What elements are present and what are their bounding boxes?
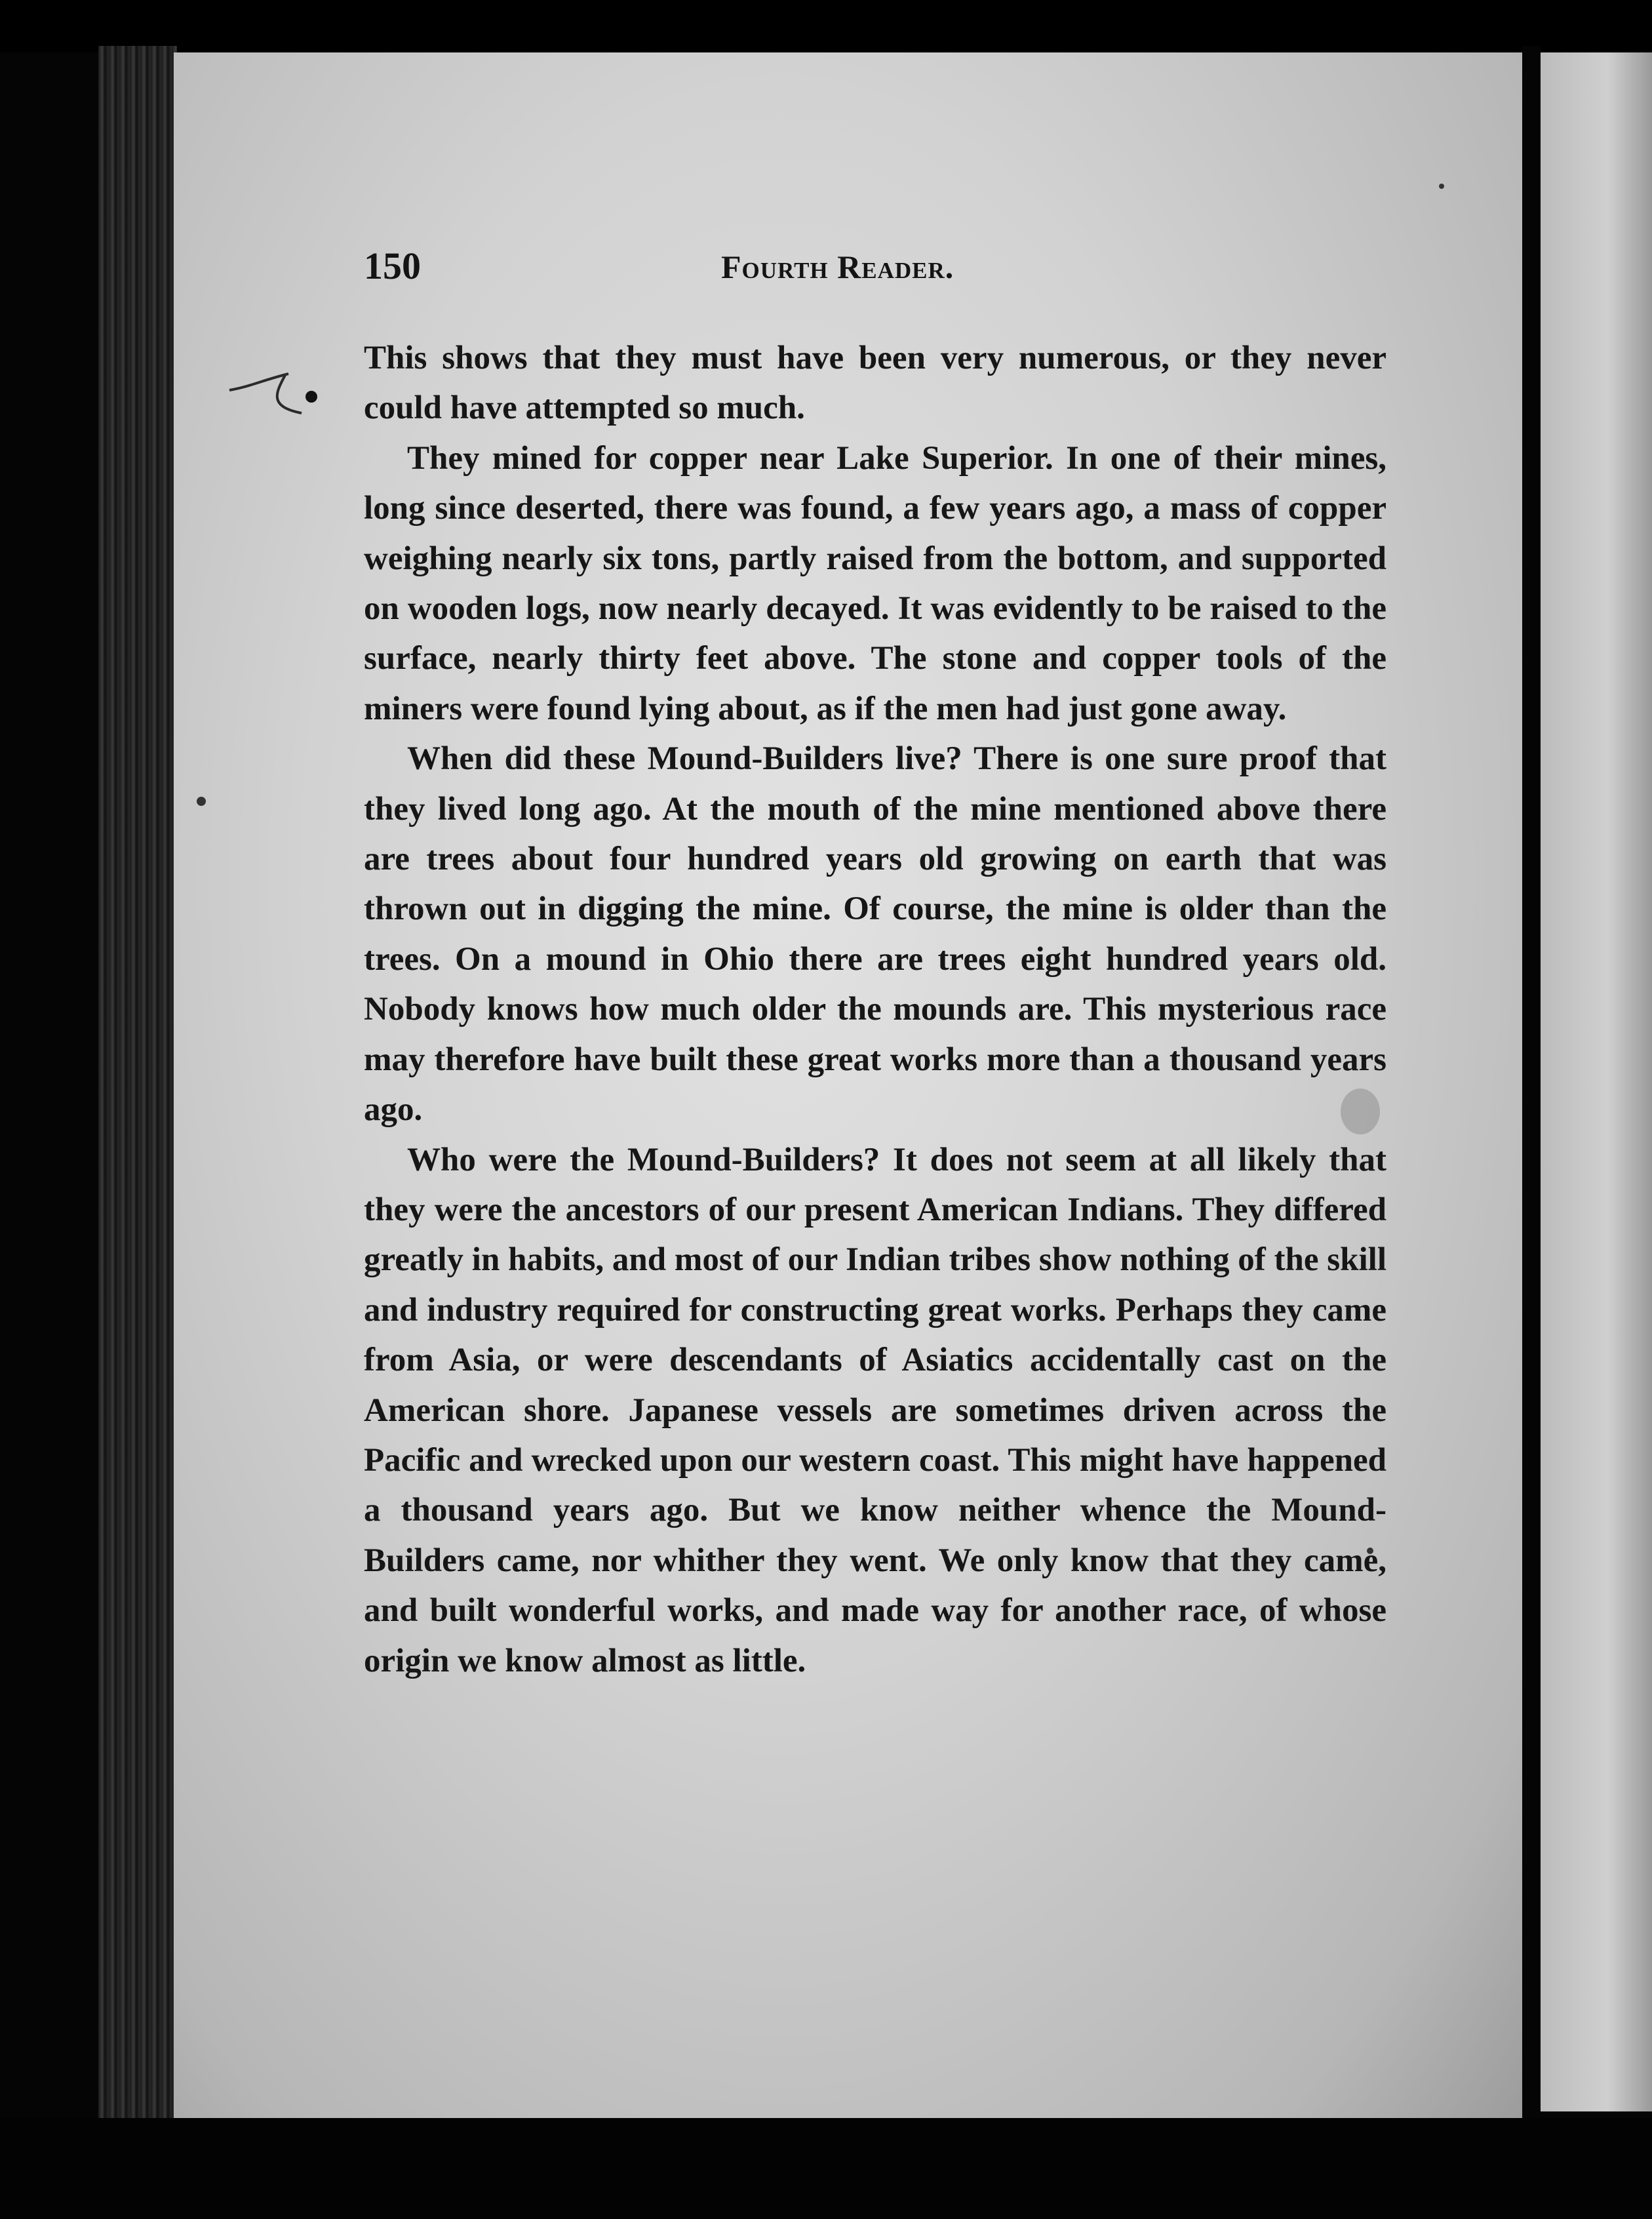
page-number: 150 [364, 245, 421, 287]
scan-border-top [0, 0, 1652, 52]
paragraph: Who were the Mound-Builders? It does not seem at all likely that they were the ancestors of our present American Indians. They differed greatly in habits, and most of our Indian tribes show nothing of the skill and industry required for constructing great works. Perhaps they came from Asia, or were descendants of Asiatics accidentally cast on the American shore. Japanese vessels are sometimes driven across the Pacific and wrecked upon our western coast. This might have happened a thousand years ago. But we know neither whence the Mound-Builders came, nor whither they went. We only know that they came, and built wonderful works, and made way for another race, of whose origin we know almost as little. [364, 1141, 1386, 1679]
paragraph: When did these Mound-Builders live? There is one sure proof that they lived long ago. At the mouth of the mine mentioned above there are trees about four hundred years old growing on earth that was thrown out in digging the mine. Of course, the mine is older than the trees. On a mound in Ohio there are trees eight hundred years old. Nobody knows how much older the mounds are. This mysterious race may therefore have built these great works more than a thousand years ago. [364, 740, 1386, 1129]
body-text [364, 333, 1386, 1686]
facing-page-edge [1541, 52, 1652, 2111]
running-head: Fourth Reader. [721, 249, 954, 285]
book-gutter [1522, 46, 1541, 2138]
page-edges [98, 46, 177, 2125]
ink-speck [1439, 184, 1444, 189]
paragraph: They mined for copper near Lake Superior. In one of their mines, long since deserted, there was found, a few years ago, a mass of copper weighing nearly six tons, partly raised from the bottom, and supported on wooden logs, now nearly decayed. It was evidently to be raised to the surface, nearly thirty feet above. The stone and copper tools of the miners were found lying about, as if the men had just gone away. [364, 439, 1386, 727]
pencil-annotation-mark [223, 367, 321, 420]
scan-border-bottom [0, 2118, 1652, 2219]
ink-speck [197, 797, 206, 806]
paragraph: This shows that they must have been very numerous, or they never could have attempted so much. [364, 340, 1386, 427]
page-header [364, 244, 1386, 296]
